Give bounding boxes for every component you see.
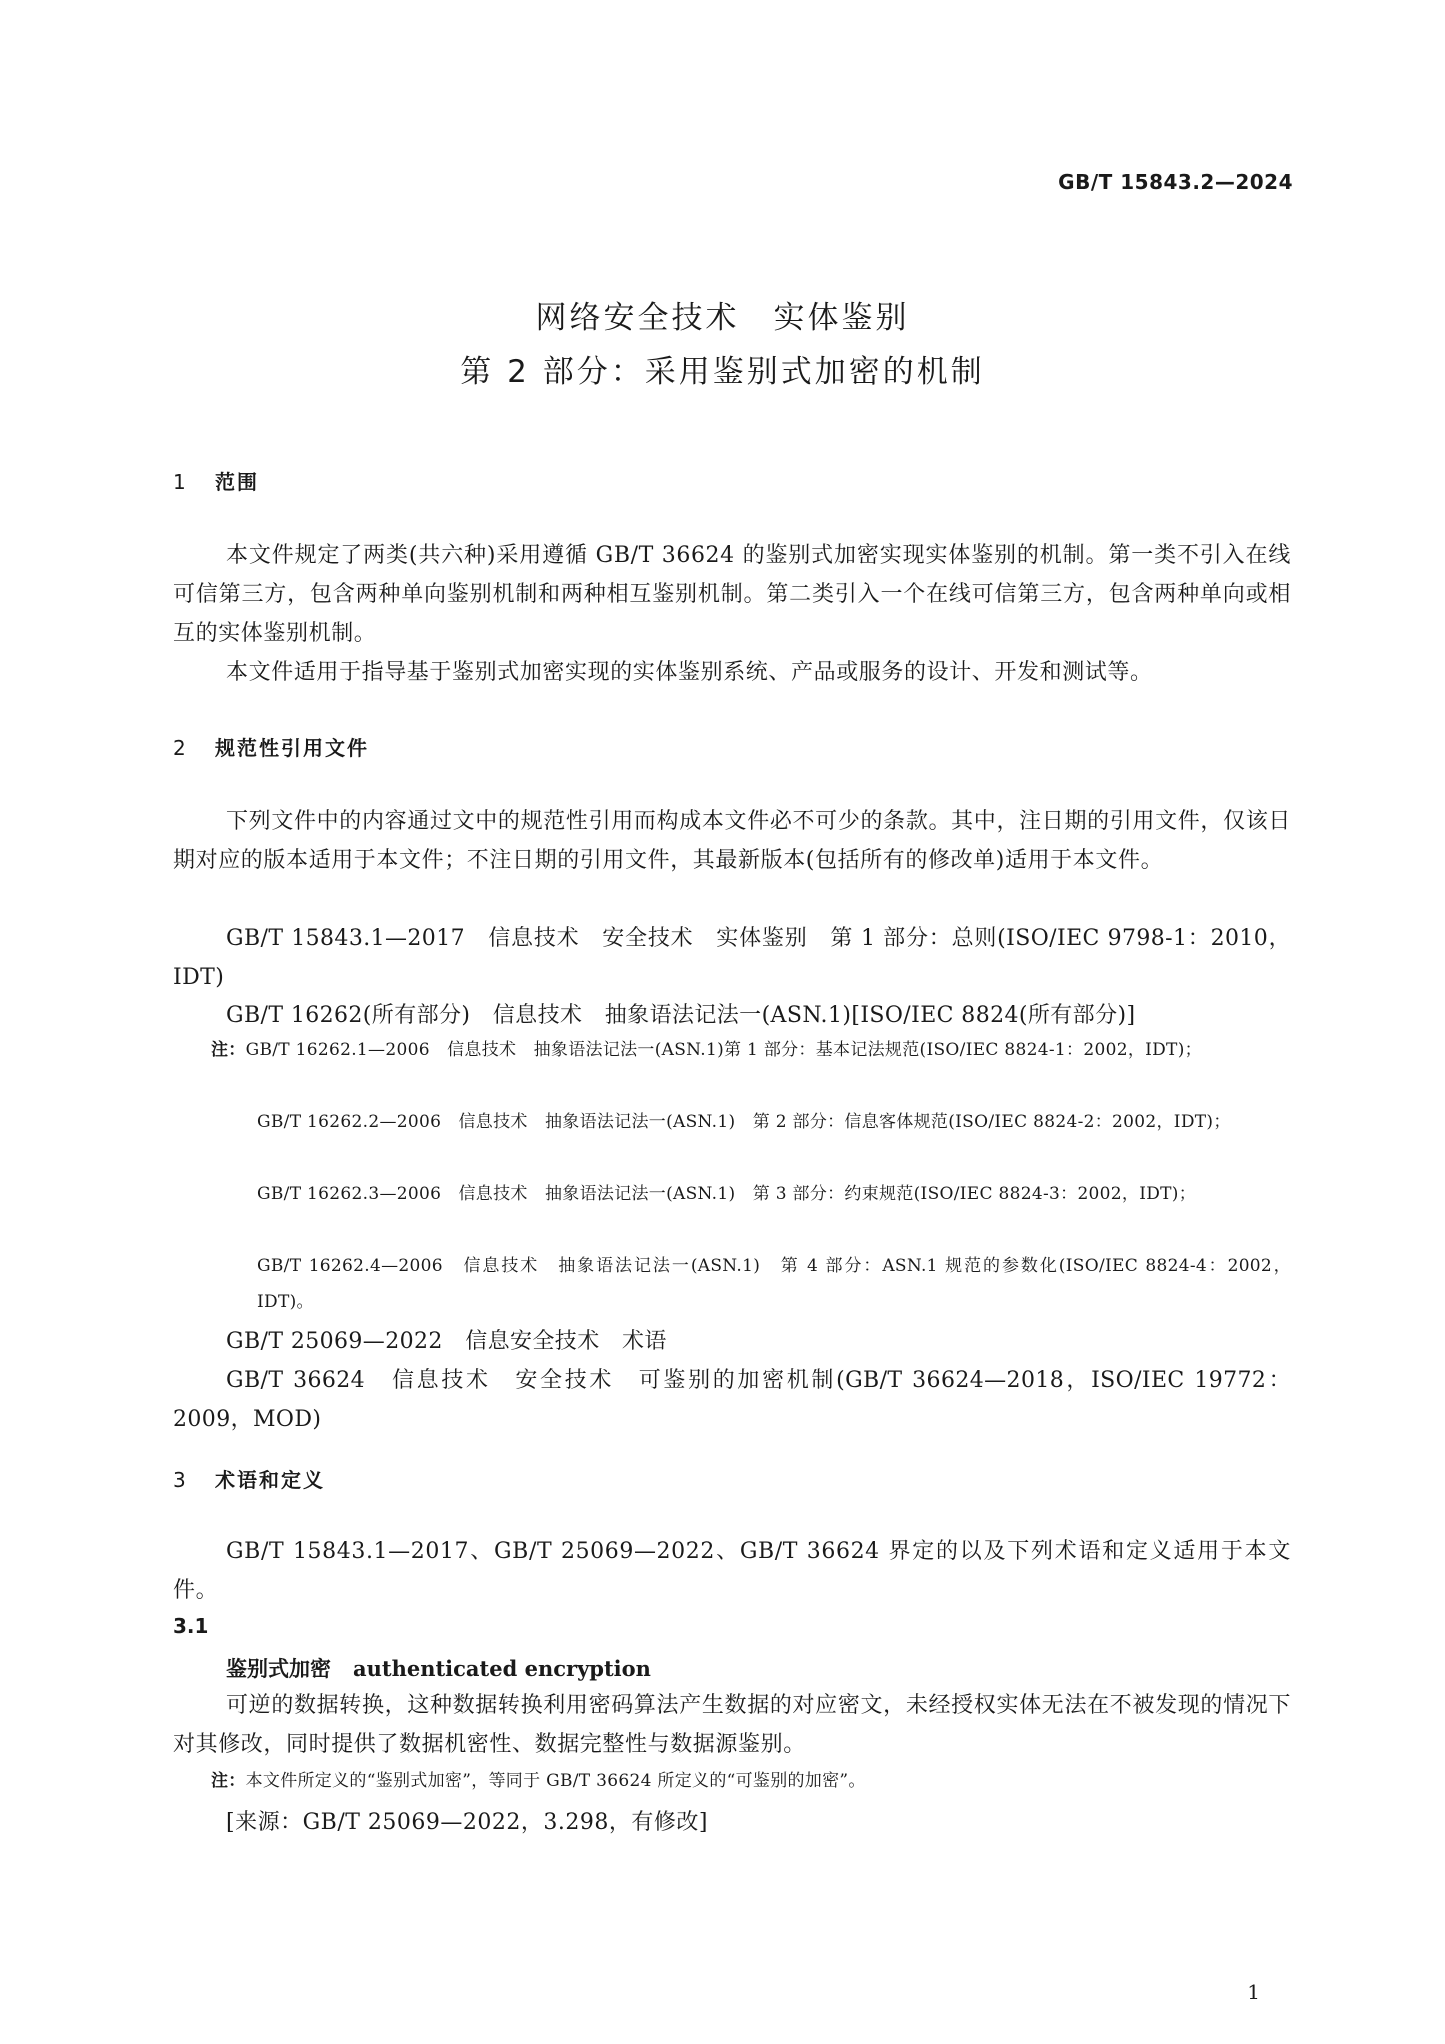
reference-note-item: GB/T 16262.3—2006 信息技术 抽象语法记法一(ASN.1) 第 3 部分：约束规范(ISO/IEC 8824-3：2002，IDT)；	[257, 1184, 1197, 1204]
term-english: authenticated encryption	[353, 1656, 651, 1681]
terms-intro: GB/T 15843.1—2017、GB/T 25069—2022、GB/T 36624 界定的以及下列术语和定义适用于本文件。	[173, 1539, 1291, 1603]
references-intro: 下列文件中的内容通过文中的规范性引用而构成本文件必不可少的条款。其中，注日期的引用文件，仅该日期对应的版本适用于本文件；不注日期的引用文件，其最新版本(包括所有的修改单)适用于本文件。	[173, 809, 1291, 873]
term-number: 3.1	[173, 1614, 209, 1638]
scope-paragraph-2: 本文件适用于指导基于鉴别式加密实现的实体鉴别系统、产品或服务的设计、开发和测试等。	[226, 660, 1153, 685]
term-definition: 可逆的数据转换，这种数据转换利用密码算法产生数据的对应密文，未经授权实体无法在不被发现的情况下对其修改，同时提供了数据机密性、数据完整性与数据源鉴别。	[173, 1693, 1291, 1757]
section-3-heading	[173, 1464, 325, 1493]
note-label: 注：	[211, 1040, 246, 1060]
section-number: 2	[173, 736, 188, 760]
section-title: 范围	[215, 470, 259, 494]
page-number: 1	[1247, 1980, 1260, 2004]
document-title-line1: 网络安全技术 实体鉴别	[535, 300, 910, 336]
note-text: GB/T 16262.1—2006 信息技术 抽象语法记法一(ASN.1)第 1 部分：基本记法规范(ISO/IEC 8824-1：2002，IDT)；	[245, 1040, 1202, 1060]
reference-item: GB/T 16262(所有部分) 信息技术 抽象语法记法一(ASN.1)[ISO/IEC 8824(所有部分)]	[226, 1003, 1136, 1028]
reference-item: GB/T 36624 信息技术 安全技术 可鉴别的加密机制(GB/T 36624—2018，ISO/IEC 19772：2009，MOD)	[173, 1368, 1291, 1432]
section-1-heading	[173, 466, 259, 495]
reference-note-item: GB/T 16262.2—2006 信息技术 抽象语法记法一(ASN.1) 第 2 部分：信息客体规范(ISO/IEC 8824-2：2002，IDT)；	[257, 1112, 1231, 1132]
reference-note-item: GB/T 16262.4—2006 信息技术 抽象语法记法一(ASN.1) 第 4 部分：ASN.1 规范的参数化(ISO/IEC 8824-4：2002，IDT)。	[257, 1256, 1291, 1312]
section-title: 术语和定义	[215, 1468, 325, 1492]
reference-note	[211, 1032, 1291, 1068]
scope-paragraph-1: 本文件规定了两类(共六种)采用遵循 GB/T 36624 的鉴别式加密实现实体鉴别的机制。第一类不引入在线可信第三方，包含两种单向鉴别机制和两种相互鉴别机制。第二类引入一个在线可信第三方，包含两种单向或相互的实体鉴别机制。	[173, 543, 1291, 646]
note-text: 本文件所定义的“鉴别式加密”，等同于 GB/T 36624 所定义的“可鉴别的加密”。	[245, 1771, 866, 1791]
reference-item: GB/T 25069—2022 信息安全技术 术语	[226, 1329, 667, 1354]
term-source: [来源：GB/T 25069—2022，3.298，有修改]	[226, 1810, 708, 1835]
term-chinese: 鉴别式加密	[226, 1657, 331, 1681]
section-number: 3	[173, 1468, 188, 1492]
document-title-line2: 第 2 部分：采用鉴别式加密的机制	[460, 354, 985, 390]
standard-code: GB/T 15843.2—2024	[1058, 170, 1293, 194]
term-note	[211, 1763, 1291, 1799]
section-number: 1	[173, 470, 188, 494]
note-label: 注：	[211, 1771, 246, 1791]
reference-item: GB/T 15843.1—2017 信息技术 安全技术 实体鉴别 第 1 部分：总则(ISO/IEC 9798-1：2010，IDT)	[173, 926, 1291, 990]
term-entry	[226, 1653, 651, 1683]
section-title: 规范性引用文件	[215, 736, 369, 760]
section-2-heading	[173, 732, 369, 761]
